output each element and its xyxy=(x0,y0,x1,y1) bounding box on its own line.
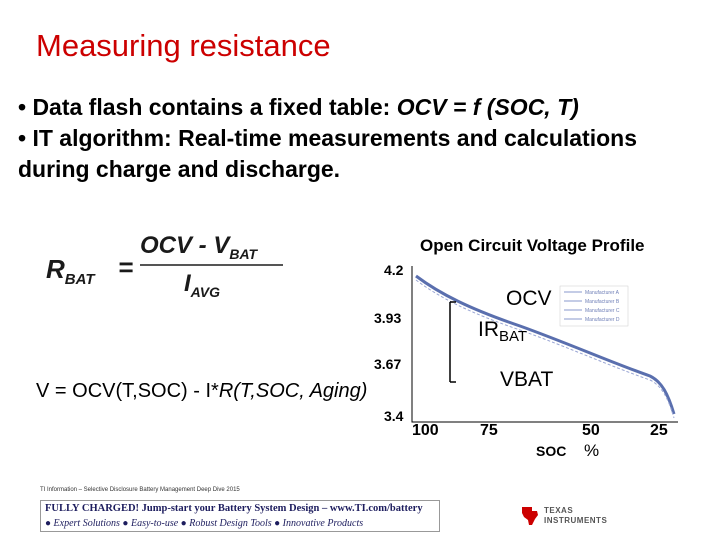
legend-entry: Manufacturer A xyxy=(585,290,619,296)
y-tick-label: 3.4 xyxy=(384,408,404,424)
x-tick-label: 75 xyxy=(480,422,498,439)
x-axis-label: SOC xyxy=(536,443,567,459)
ocv-label: OCV xyxy=(506,287,552,310)
legend-entry: Manufacturer B xyxy=(585,299,620,305)
slide-title: Measuring resistance xyxy=(36,28,331,63)
x-axis-unit: % xyxy=(584,441,600,460)
bullet-list xyxy=(18,92,708,185)
y-tick-label: 3.93 xyxy=(374,310,402,326)
voltage-equation: V = OCV(T,SOC) - I*R(T,SOC, Aging) xyxy=(36,380,368,402)
y-tick-label: 3.67 xyxy=(374,356,402,372)
bullet-text: • Data flash contains a fixed table: xyxy=(18,94,397,120)
logo-word-1: TEXAS xyxy=(544,506,574,515)
bullet-item: • IT algorithm: Real-time measurements and calculations during charge and discharge. xyxy=(18,125,637,182)
x-tick-label: 25 xyxy=(650,422,668,439)
footnote: TI Information – Selective Disclosure Battery Management Deep Dive 2015 xyxy=(40,487,240,493)
resistance-formula xyxy=(36,232,296,307)
banner-headline: FULLY CHARGED! Jump-start your Battery System Design – www.TI.com/battery xyxy=(45,503,423,514)
bullet-item xyxy=(18,92,708,123)
fraction-bar xyxy=(140,264,283,266)
ti-logo xyxy=(520,503,620,531)
ir-label: $IR_{BAT}$ xyxy=(478,318,528,346)
banner-tagline: ● Expert Solutions ● Easy-to-use ● Robust Design Tools ● Innovative Products xyxy=(45,518,364,529)
texas-logo-icon xyxy=(520,505,540,527)
chart-title: Open Circuit Voltage Profile xyxy=(420,236,645,255)
formula-denominator: $I_{AVG}$ xyxy=(184,270,220,300)
formula-numerator: OCV - $V_{BAT}$ xyxy=(140,232,258,262)
footer-banner xyxy=(40,500,440,532)
x-tick-label: 100 xyxy=(412,422,439,439)
legend-entry: Manufacturer C xyxy=(585,308,620,314)
formula-lhs: $R_{BAT}$ xyxy=(46,254,95,289)
logo-word-2: INSTRUMENTS xyxy=(544,516,608,525)
vbat-label: VBAT xyxy=(500,368,554,391)
x-tick-label: 50 xyxy=(582,422,600,439)
formula-equals: = xyxy=(118,252,134,282)
y-tick-label: 4.2 xyxy=(384,262,404,278)
bullet-emphasis: OCV = f (SOC, T) xyxy=(396,94,579,120)
legend-entry: Manufacturer D xyxy=(585,317,620,323)
